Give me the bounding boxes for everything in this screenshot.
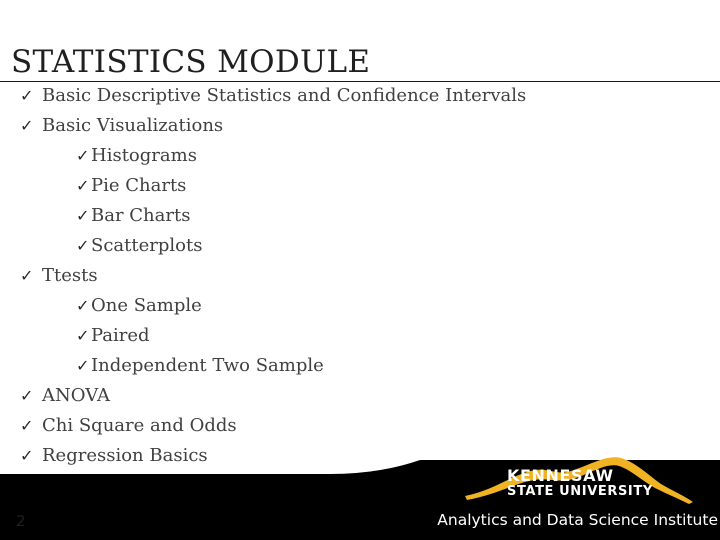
checkmark-icon: ✓ <box>20 446 34 465</box>
sub-bullet-item <box>76 176 186 196</box>
bullet-text: Basic Descriptive Statistics and Confidence Intervals <box>42 85 527 106</box>
bullet-text: Independent Two Sample <box>91 355 324 376</box>
bullet-text: Paired <box>91 325 150 346</box>
page-number: 2 <box>16 512 26 530</box>
checkmark-icon: ✓ <box>20 86 34 105</box>
checkmark-icon: ✓ <box>76 326 90 345</box>
slide-title: STATISTICS MODULE <box>11 44 371 80</box>
sub-bullet-item <box>76 236 202 256</box>
sub-bullet-item <box>76 146 197 166</box>
bullet-text: Bar Charts <box>91 205 191 226</box>
checkmark-icon: ✓ <box>76 296 90 315</box>
bullet-item <box>20 416 237 436</box>
checkmark-icon: ✓ <box>76 176 90 195</box>
bullet-text: ANOVA <box>42 385 110 406</box>
checkmark-icon: ✓ <box>76 356 90 375</box>
checkmark-icon: ✓ <box>76 146 90 165</box>
sub-bullet-item <box>76 356 324 376</box>
bullet-text: Chi Square and Odds <box>42 415 237 436</box>
checkmark-icon: ✓ <box>20 386 34 405</box>
ksu-logo <box>435 450 720 540</box>
university-line1: KENNESAW <box>507 466 614 485</box>
checkmark-icon: ✓ <box>20 116 34 135</box>
bullet-text: One Sample <box>91 295 202 316</box>
bullet-text: Scatterplots <box>91 235 203 256</box>
bullet-item <box>20 116 223 136</box>
sub-bullet-item <box>76 206 190 226</box>
bullet-item <box>20 386 110 406</box>
sub-bullet-item <box>76 326 150 346</box>
institute-name: Analytics and Data Science Institute <box>437 511 718 529</box>
university-line2: STATE UNIVERSITY <box>507 484 653 499</box>
checkmark-icon: ✓ <box>20 416 34 435</box>
checkmark-icon: ✓ <box>76 236 90 255</box>
checkmark-icon: ✓ <box>76 206 90 225</box>
bullet-text: Ttests <box>42 265 98 286</box>
title-divider <box>0 81 720 82</box>
bullet-item <box>20 266 98 286</box>
sub-bullet-item <box>76 296 202 316</box>
bullet-item <box>20 86 526 106</box>
checkmark-icon: ✓ <box>20 266 34 285</box>
university-name <box>507 468 653 500</box>
bullet-text: Histograms <box>91 145 197 166</box>
bullet-text: Regression Basics <box>42 445 208 466</box>
bullet-text: Pie Charts <box>91 175 187 196</box>
bullet-text: Basic Visualizations <box>42 115 224 136</box>
